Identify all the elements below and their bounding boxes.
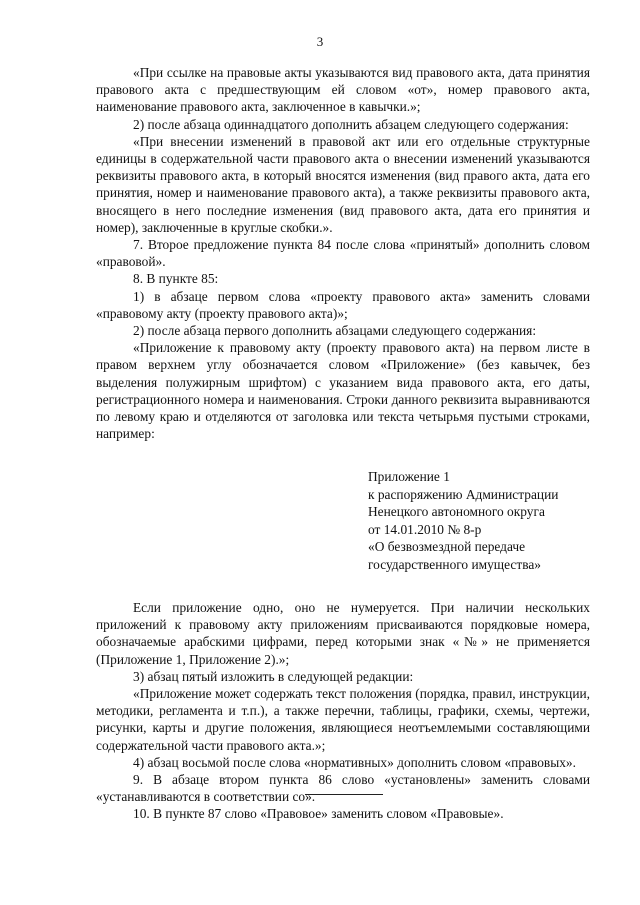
page-number: 3 <box>316 34 324 49</box>
paragraph-point-7: 7. Второе предложение пункта 84 после слова «принятый» дополнить словом «правовой». <box>96 237 590 270</box>
appendix-line: к распоряжению Администрации <box>368 486 559 502</box>
paragraph-point-8: 8. В пункте 85: <box>133 271 219 287</box>
paragraph-item-4: 4) абзац восьмой после слова «нормативных» дополнить словом «правовых». <box>133 754 576 770</box>
appendix-line: «О безвозмездной передаче <box>368 539 526 555</box>
appendix-line: от 14.01.2010 № 8-р <box>368 521 482 537</box>
appendix-line: Приложение 1 <box>368 469 450 485</box>
paragraph-point-8-item-2: 2) после абзаца первого дополнить абзацами следующего содержания: <box>133 323 537 339</box>
paragraph-item-3: 3) абзац пятый изложить в следующей редакции: <box>133 668 414 684</box>
paragraph-appendix-description: «Приложение к правовому акту (проекту правового акта) на первом листе в правом верхнем углу обозначается словом «Приложение» (без кавычек, без выделения полужирным шрифтом) с указанием вида правового акта, его даты, регистрационного номера и наименования. Строки данного реквизита выравниваются по левому краю и отделяются от заголовка или текста четырьмя пустыми строками, например: <box>96 340 590 442</box>
paragraph-amendments-text: «При внесении изменений в правовой акт или его отдельные структурные единицы в содержательной части правового акта о внесении изменений указываются реквизиты правового акта, в который вносятся изменения (вид правого акта, дата его принятия, номер и наименование правового акта), а также реквизиты правового акта, вносящего в него последние изменения (вид правового акта, дата его принятия и номер), заключенные в круглые скобки.». <box>96 133 590 235</box>
appendix-line: государственного имущества» <box>368 556 541 572</box>
appendix-example-block <box>368 468 590 572</box>
paragraph-item-2-eleventh: 2) после абзаца одиннадцатого дополнить абзацем следующего содержания: <box>133 116 569 132</box>
paragraph-appendix-contents: «Приложение может содержать текст положения (порядка, правил, инструкции, методики, регламента и т.п.), а также перечни, таблицы, графики, схемы, чертежи, рисунки, карты и другие положения, являющиеся неотъемлемыми составляющими содержательной части правового акта.»; <box>96 685 590 753</box>
paragraph-single-appendix: Если приложение одно, оно не нумеруется. При наличии нескольких приложений к правовому акту приложениям присваиваются порядковые номера, обозначаемые арабскими цифрами, перед которыми знак «№» не применяется (Приложение 1, Приложение 2).»; <box>96 599 590 667</box>
footer-divider-line <box>305 794 383 795</box>
paragraph-point-10: 10. В пункте 87 слово «Правовое» заменить словом «Правовые». <box>133 806 504 822</box>
paragraph-point-8-item-1: 1) в абзаце первом слова «проекту правового акта» заменить словами «правовому акту (проекту правового акта)»; <box>96 288 590 321</box>
document-body <box>96 64 590 823</box>
paragraph-point-9: 9. В абзаце втором пункта 86 слово «установлены» заменить словами «устанавливаются в соответствии со». <box>96 771 590 805</box>
appendix-line: Ненецкого автономного округа <box>368 504 545 520</box>
paragraph-legal-acts-reference: «При ссылке на правовые акты указываются вид правового акта, дата принятия правового акта с предшествующим ей словом «от», номер правового акта, наименование правового акта, заключенное в кавычки.»; <box>96 65 590 115</box>
